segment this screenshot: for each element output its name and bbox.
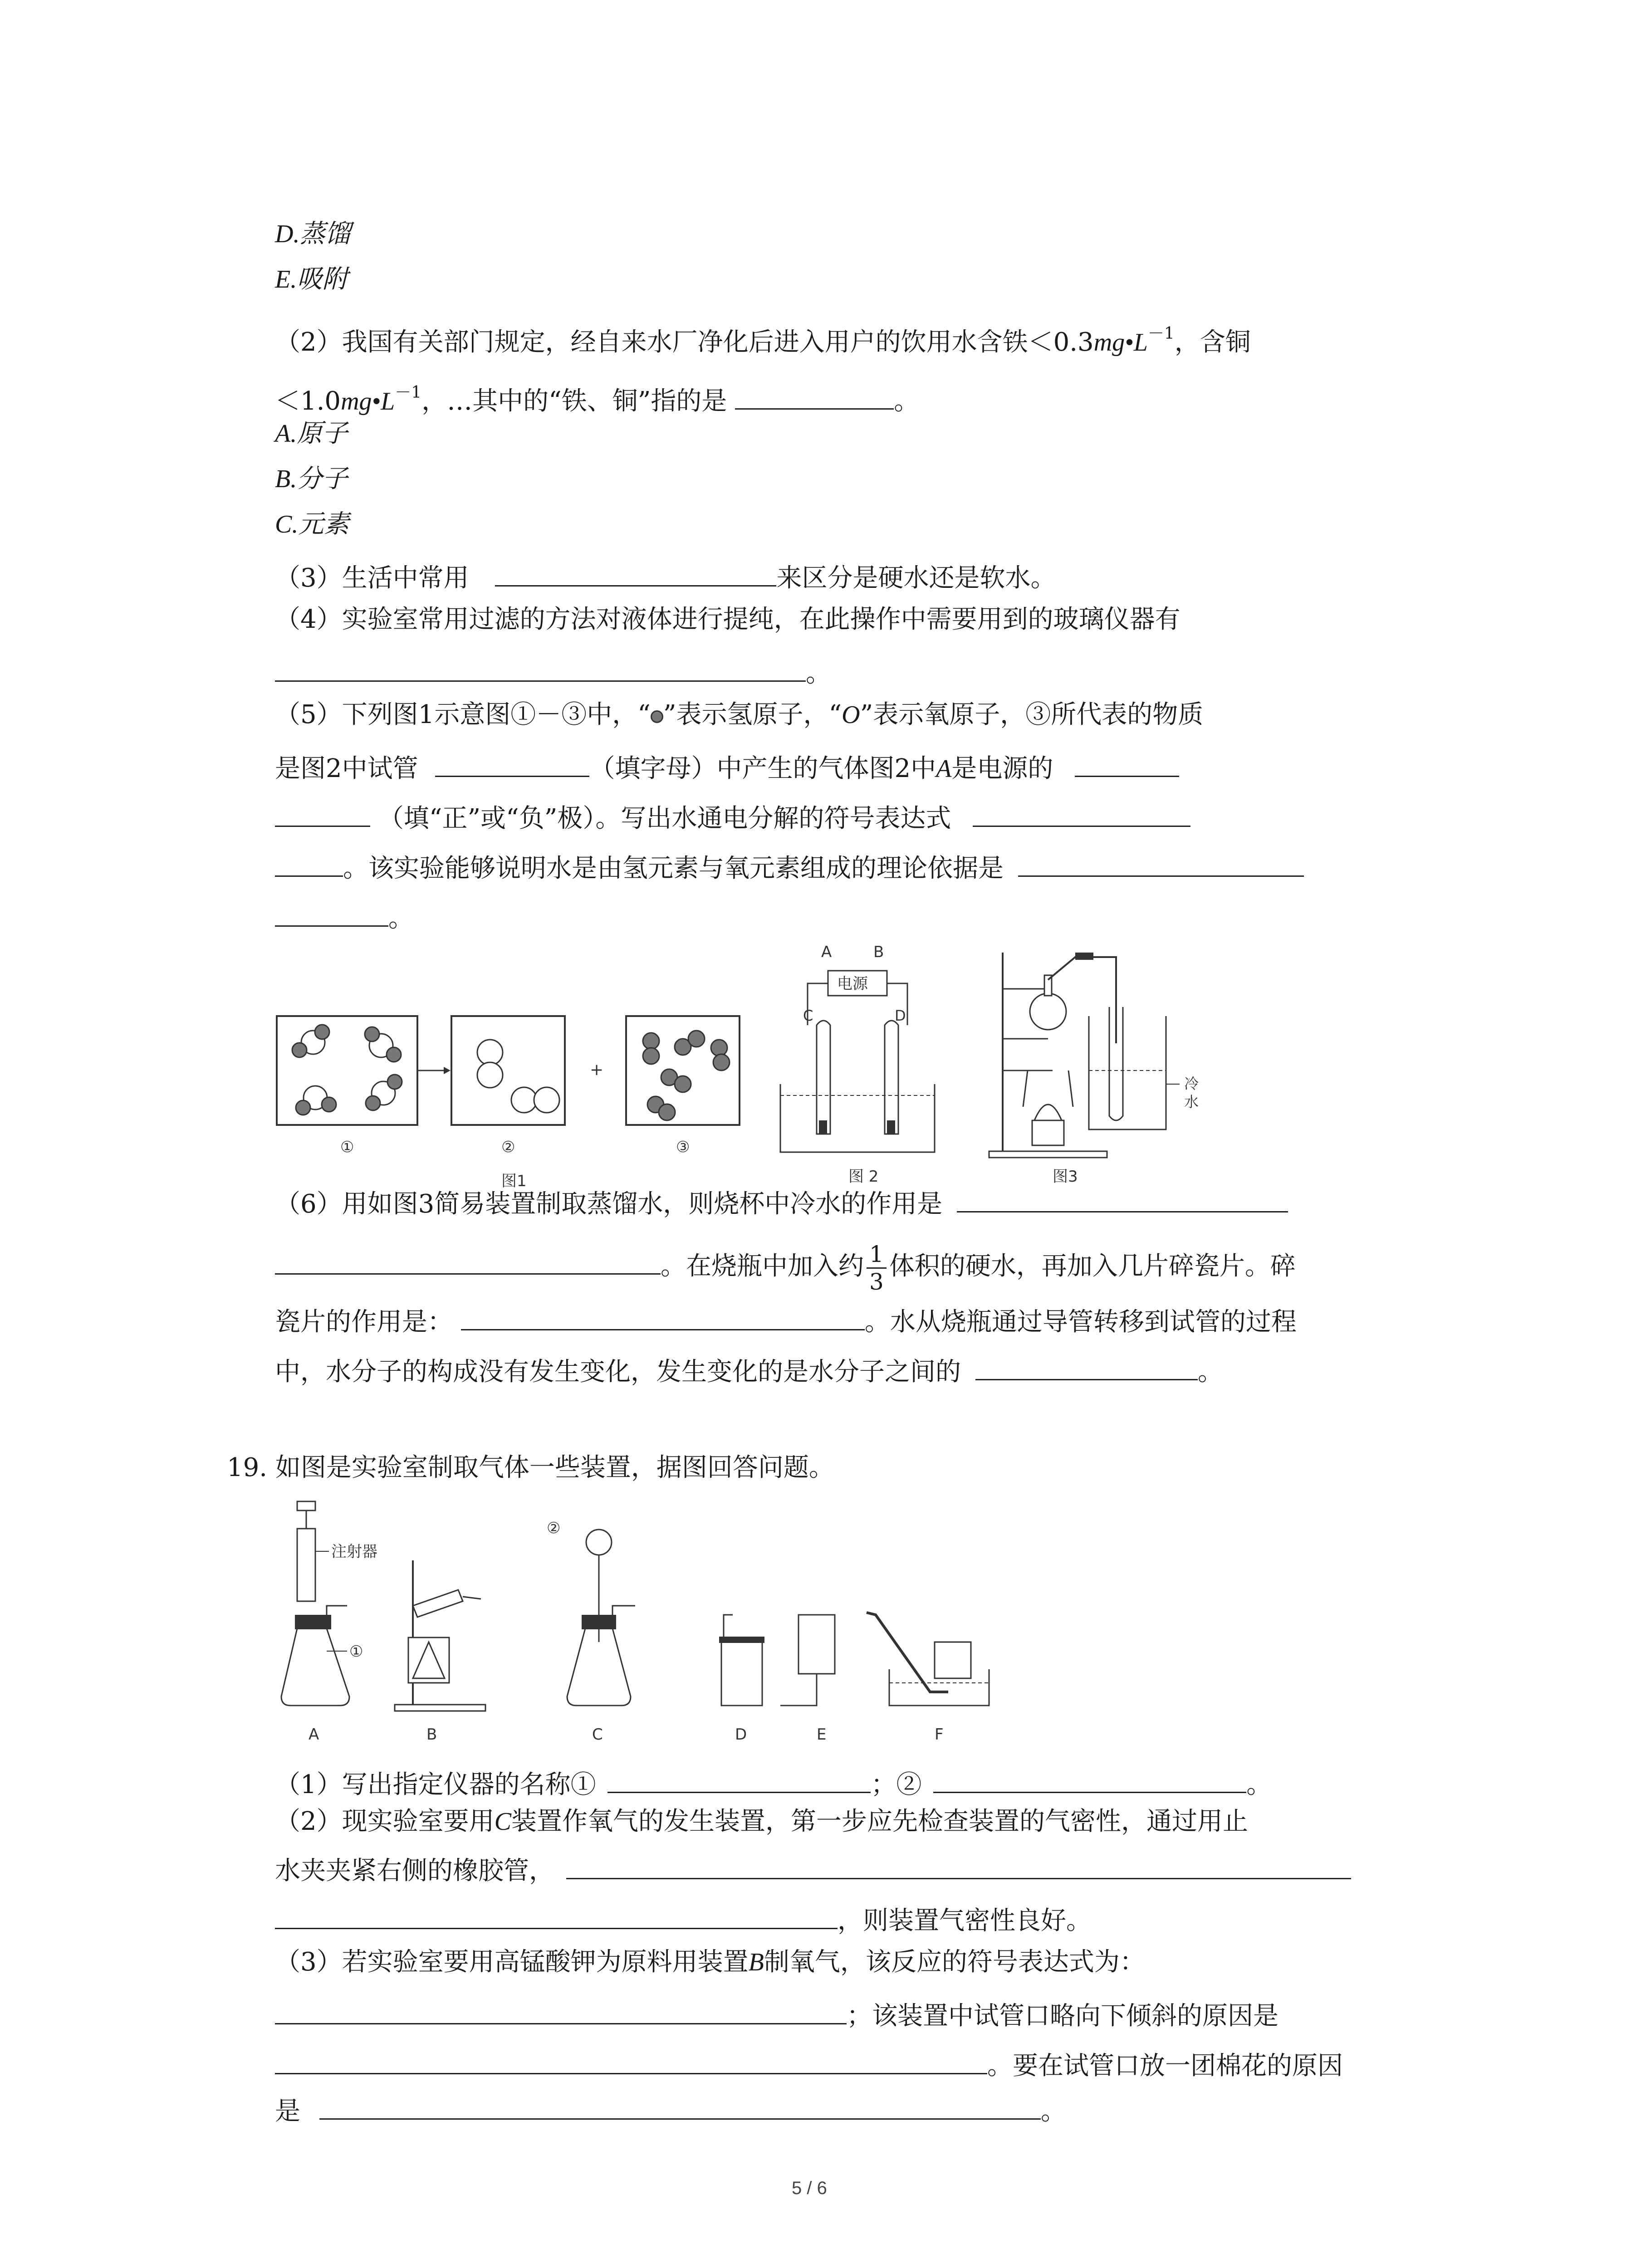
mark-2: ② — [547, 1519, 561, 1537]
q19-part3-line1: （3）若实验室要用高锰酸钾为原料用装置B制氧气，该反应的符号表达式为： — [275, 1947, 1145, 1977]
q18-part4: （4）实验室常用过滤的方法对液体进行提纯，在此操作中需要用到的玻璃仪器有 — [275, 605, 1181, 634]
answer-blank[interactable] — [275, 1899, 838, 1929]
answer-blank[interactable] — [319, 2089, 1041, 2120]
q18-part6-line2: 。在烧瓶中加入约 $\frac{1}{3}$ 体积的硬水，再加入几片碎瓷片。碎 — [275, 1241, 1296, 1295]
answer-blank[interactable] — [275, 2044, 987, 2074]
q18-part5-line5: 。 — [275, 896, 414, 937]
q18-part4-blank-line: 。 — [275, 651, 831, 692]
answer-blank[interactable] — [1075, 747, 1179, 777]
answer-blank[interactable] — [435, 747, 589, 777]
plus-sign: + — [590, 1061, 604, 1079]
apparatus-label-c: C — [592, 1725, 603, 1744]
apparatus-label-b: B — [426, 1725, 437, 1744]
answer-blank[interactable] — [275, 846, 343, 877]
q19-stem: 19. 如图是实验室制取气体一些装置，据图回答问题。 — [227, 1453, 834, 1482]
figure-1-molecules — [272, 1007, 780, 1188]
q19-part2-line3: ，则装置气密性良好。 — [275, 1899, 1092, 1939]
fig2-power-label: 电源 — [837, 975, 868, 993]
answer-blank[interactable] — [933, 1763, 1246, 1793]
option-a: A.原子 — [275, 420, 348, 448]
option-c: C.元素 — [275, 510, 349, 538]
q18-part5-line2: 是图2中试管 （填字母）中产生的气体图2中A是电源的 — [275, 747, 1179, 787]
apparatus-label-e: E — [817, 1725, 827, 1744]
apparatus-label-f: F — [935, 1725, 944, 1744]
q18-part2-line1: （2）我国有关部门规定，经自来水厂净化后进入用户的饮用水含铁$<0.3mg•L^{-1}$，含铜 — [275, 324, 1251, 357]
q18-part6-line1: （6）用如图3简易装置制取蒸馏水，则烧杯中冷水的作用是 — [275, 1182, 1288, 1222]
figure-2-electrolysis — [771, 934, 980, 1188]
answer-blank[interactable] — [461, 1300, 865, 1330]
hydrogen-atom-icon — [651, 710, 663, 723]
q18-part3: （3）生活中常用 来区分是硬水还是软水。 — [275, 556, 1056, 596]
q19-part3-line2: ；该装置中试管口略向下倾斜的原因是 — [275, 1994, 1279, 2034]
fig3-cold-1: 冷 — [1184, 1075, 1199, 1092]
syringe-label: 注射器 — [331, 1543, 377, 1561]
q19-part2-line1: （2）现实验室要用C装置作氧气的发生装置，第一步应先检查装置的气密性，通过用止 — [275, 1807, 1248, 1836]
answer-blank[interactable] — [275, 1994, 847, 2024]
q19-part3-line3: 。要在试管口放一团棉花的原因 — [275, 2044, 1343, 2084]
answer-blank[interactable] — [566, 1849, 1351, 1879]
q19-part1: （1）写出指定仪器的名称① ；② 。 — [275, 1763, 1272, 1803]
fig1-label-2: ② — [501, 1138, 515, 1156]
answer-blank[interactable] — [1018, 846, 1304, 877]
option-e: E.吸附 — [275, 265, 348, 293]
fig2-caption: 图 2 — [848, 1168, 879, 1186]
fig1-label-1: ① — [340, 1138, 354, 1156]
fig1-label-3: ③ — [676, 1138, 690, 1156]
answer-blank[interactable] — [957, 1182, 1288, 1212]
fig2-letter-b: B — [873, 943, 884, 961]
q18-part5-line1: （5）下列图1示意图①－③中，“ ”表示氢原子，“O”表示氧原子，③所代表的物质 — [275, 700, 1204, 729]
fig2-letter-a: A — [821, 943, 832, 961]
fig3-caption: 图3 — [1053, 1168, 1078, 1186]
option-b: B.分子 — [275, 465, 348, 493]
q18-part5-line4: 。该实验能够说明水是由氢元素与氧元素组成的理论依据是 — [275, 846, 1304, 887]
q18-part2-line2: $<1.0mg•L^{-1}$，…其中的“铁、铜”指的是 。 — [275, 375, 919, 420]
fig3-cold-2: 水 — [1184, 1093, 1199, 1110]
fig2-letter-d: D — [895, 1007, 906, 1024]
answer-blank[interactable] — [607, 1763, 871, 1793]
q18-part5-line3: （填“正”或“负”极）。写出水通电分解的符号表达式 — [275, 797, 1190, 837]
answer-blank[interactable] — [275, 896, 388, 927]
option-d: D.蒸馏 — [275, 220, 351, 248]
answer-blank[interactable] — [275, 797, 370, 827]
apparatus-label-a: A — [309, 1725, 319, 1744]
q18-part6-line3: 瓷片的作用是： 。水从烧瓶通过导管转移到试管的过程 — [275, 1300, 1297, 1340]
answer-blank[interactable] — [275, 1244, 661, 1275]
answer-blank[interactable] — [495, 556, 776, 587]
q19-part3-line4: 是 。 — [275, 2089, 1066, 2130]
fig1-caption: 图1 — [501, 1172, 527, 1190]
answer-blank[interactable] — [275, 651, 806, 682]
apparatus-label-d: D — [735, 1725, 747, 1744]
figure-q19-apparatus — [272, 1492, 1071, 1746]
fig2-letter-c: C — [803, 1007, 813, 1024]
mark-1: ① — [349, 1642, 363, 1661]
fraction-one-third: $\frac{1}{3}$ — [867, 1241, 887, 1295]
answer-blank[interactable] — [975, 1350, 1198, 1380]
answer-blank[interactable] — [973, 797, 1190, 827]
page-number: 5 / 6 — [792, 2178, 827, 2198]
figure-3-distillation — [985, 934, 1239, 1188]
answer-blank[interactable] — [735, 379, 894, 410]
q18-part6-line4: 中，水分子的构成没有发生变化，发生变化的是水分子之间的 。 — [275, 1350, 1223, 1390]
q19-part2-line2: 水夹夹紧右侧的橡胶管， — [275, 1849, 1351, 1889]
